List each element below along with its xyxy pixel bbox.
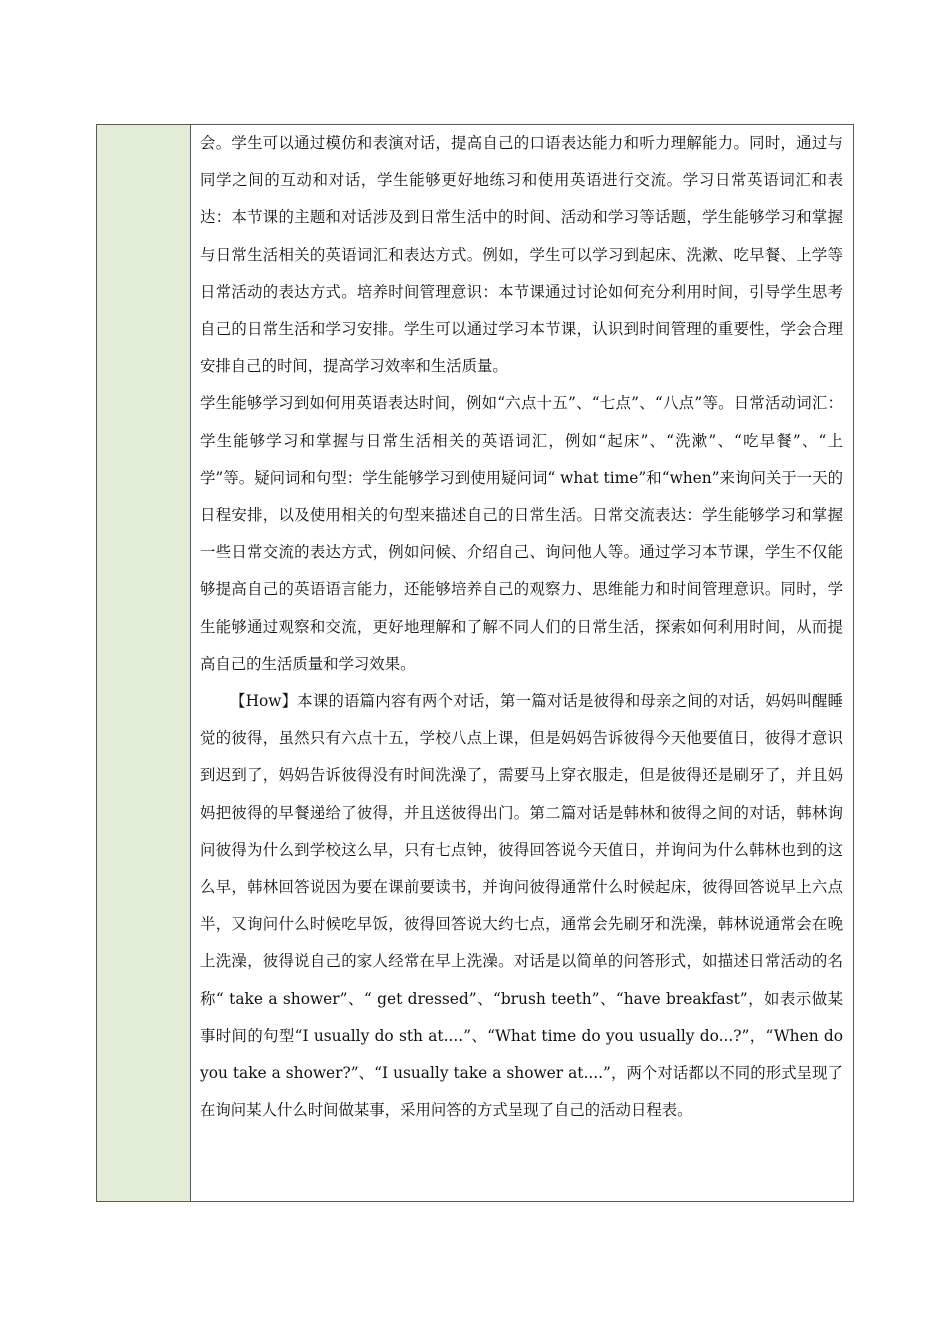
paragraph-continued: 会。学生可以通过模仿和表演对话，提高自己的口语表达能力和听力理解能力。同时，通过与同学之间的互动和对话，学生能够更好地练习和使用英语进行交流。学习日常英语词汇和表达：本节课的主题和对话涉及到日常生活中的时间、活动和学习等话题，学生能够学习和掌握与日常生活相关的英语词汇和表达方式。例如，学生可以学习到起床、洗漱、吃早餐、上学等日常活动的表达方式。培养时间管理意识：本节课通过讨论如何充分利用时间，引导学生思考自己的日常生活和学习安排。学生可以通过学习本节课，认识到时间管理的重要性，学会合理安排自己的时间，提高学习效率和生活质量。: [200, 134, 843, 376]
paragraph-vocabulary: 学生能够学习到如何用英语表达时间，例如“六点十五”、“七点”、“八点”等。日常活动词汇：学生能够学习和掌握与日常生活相关的英语词汇，例如“起床”、“洗漱”、“吃早餐”、“上学”等。疑问词和句型：学生能够学习到使用疑问词“ what time”和“when”来询问关于一天的日程安排，以及使用相关的句型来描述自己的日常生活。日常交流表达：学生能够学习和掌握一些日常交流的表达方式，例如问候、介绍自己、询问他人等。通过学习本节课，学生不仅能够提高自己的英语语言能力，还能够培养自己的观察力、思维能力和时间管理意识。同时，学生能够通过观察和交流，更好地理解和了解不同人们的日常生活，探索如何利用时间，从而提高自己的生活质量和学习效果。: [200, 394, 843, 673]
table-content-cell: [191, 125, 853, 1201]
paragraph-how: 【How】本课的语篇内容有两个对话，第一篇对话是彼得和母亲之间的对话，妈妈叫醒睡觉的彼得，虽然只有六点十五，学校八点上课，但是妈妈告诉彼得今天他要值日，彼得才意识到迟到了，妈妈告诉彼得没有时间洗澡了，需要马上穿衣服走，但是彼得还是刷牙了，并且妈妈把彼得的早餐递给了彼得，并且送彼得出门。第二篇对话是韩林和彼得之间的对话，韩林询问彼得为什么到学校这么早，只有七点钟，彼得回答说今天值日，并询问为什么韩林也到的这么早，韩林回答说因为要在课前要读书，并询问彼得通常什么时候起床，彼得回答说早上六点半，又询问什么时候吃早饭，彼得回答说大约七点，通常会先刷牙和洗澡，韩林说通常会在晚上洗澡，彼得说自己的家人经常在早上洗澡。对话是以简单的问答形式，如描述日常活动的名称“ take a shower”、“ get dressed”、“brush teeth”、“have breakfast”，如表示做某事时间的句型“I usually do sth at....”、“What time do you usually do...?”，“When do you take a shower?”、“I usually take a shower at....”，两个对话都以不同的形式呈现了在询问某人什么时间做某事，采用问答的方式呈现了自己的活动日程表。: [200, 692, 843, 1120]
table-left-cell: [97, 125, 191, 1201]
lesson-table: [96, 124, 854, 1202]
